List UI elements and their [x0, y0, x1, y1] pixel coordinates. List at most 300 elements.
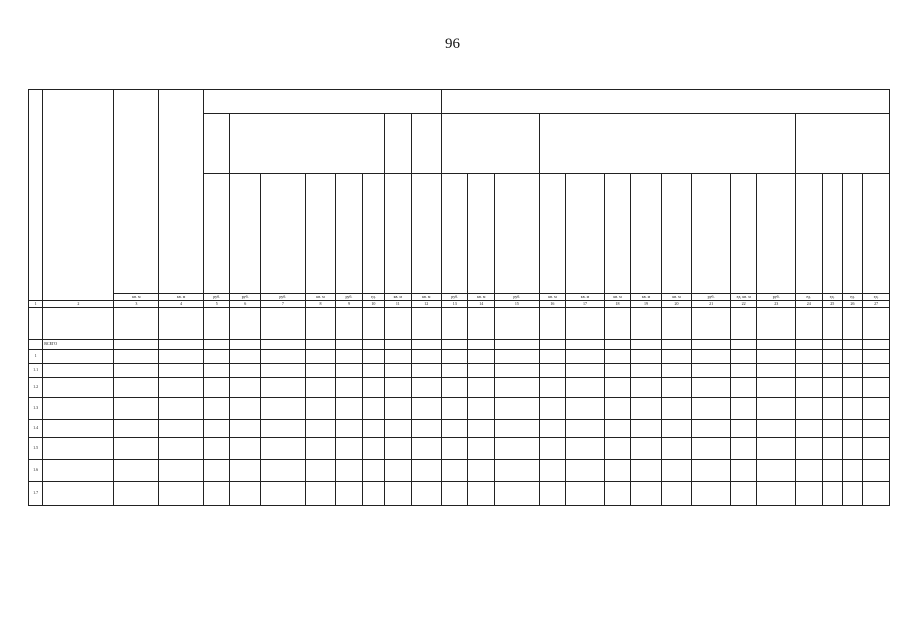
unit-cell: руб.: [494, 294, 539, 301]
table-cell: [468, 350, 494, 364]
column-number: 23: [757, 301, 796, 308]
table-cell: [863, 420, 890, 438]
table-cell: [494, 420, 539, 438]
unit-cell: кв. м: [631, 294, 662, 301]
table-cell: [411, 378, 442, 398]
table-cell: [468, 482, 494, 506]
table-cell: [796, 350, 822, 364]
column-number: 16: [539, 301, 565, 308]
table-cell: [604, 378, 630, 398]
column-label: [336, 174, 362, 294]
column-number: 13: [442, 301, 468, 308]
column-number: 10: [362, 301, 384, 308]
table-cell: [730, 482, 756, 506]
table-cell: [114, 482, 159, 506]
table-cell: [468, 398, 494, 420]
table-cell: [159, 438, 204, 460]
table-cell: [203, 398, 229, 420]
table-row: [29, 398, 890, 420]
table-cell: [661, 438, 692, 460]
table-cell: [757, 398, 796, 420]
unit-cell: кв. м: [661, 294, 692, 301]
row-number: 1.7: [29, 482, 43, 506]
table-cell: [757, 420, 796, 438]
table-cell: [631, 420, 662, 438]
table-cell: [468, 438, 494, 460]
table-cell: [692, 350, 731, 364]
table-cell: [442, 420, 468, 438]
column-label: [757, 174, 796, 294]
table-cell: [539, 482, 565, 506]
table-cell: [757, 460, 796, 482]
table-cell: [114, 378, 159, 398]
row-name: [43, 364, 114, 378]
table-cell: [114, 364, 159, 378]
table-cell: [442, 438, 468, 460]
table-cell: [230, 378, 261, 398]
header-cell: [385, 114, 411, 174]
table-cell: [730, 364, 756, 378]
table-cell: [385, 378, 411, 398]
table-cell: [411, 438, 442, 460]
table-cell: [159, 420, 204, 438]
table-cell: [822, 438, 842, 460]
table-cell: [604, 308, 630, 340]
header-cell: [442, 114, 540, 174]
column-label: [442, 174, 468, 294]
column-label: [566, 174, 605, 294]
column-number: 14: [468, 301, 494, 308]
table-cell: [566, 378, 605, 398]
column-number: 17: [566, 301, 605, 308]
table-cell: [822, 398, 842, 420]
unit-cell: руб.: [442, 294, 468, 301]
table-cell: [757, 482, 796, 506]
table-cell: [842, 482, 862, 506]
header-cell: [43, 90, 114, 301]
table-row: [29, 364, 890, 378]
column-label: [230, 174, 261, 294]
table-cell: [336, 308, 362, 340]
table-cell: [336, 350, 362, 364]
table-cell: [539, 378, 565, 398]
row-name: [43, 378, 114, 398]
table-cell: [114, 460, 159, 482]
table-cell: [305, 460, 336, 482]
table-cell: [757, 350, 796, 364]
table-cell: [385, 438, 411, 460]
table-cell: [566, 350, 605, 364]
table-cell: [604, 364, 630, 378]
row-name: [43, 482, 114, 506]
unit-cell: кв. м: [604, 294, 630, 301]
table-cell: [362, 420, 384, 438]
data-table: [28, 89, 890, 506]
table-cell: [305, 364, 336, 378]
table-cell: [305, 340, 336, 350]
table-cell: [863, 482, 890, 506]
column-label: [203, 174, 229, 294]
table-cell: [730, 350, 756, 364]
row-number: 1.2: [29, 378, 43, 398]
column-label: [362, 174, 384, 294]
page-number: 96: [445, 36, 460, 52]
table-cell: [203, 420, 229, 438]
table-cell: [730, 460, 756, 482]
table-cell: [692, 378, 731, 398]
table-cell: [604, 350, 630, 364]
table-cell: [494, 482, 539, 506]
table-cell: [842, 364, 862, 378]
table-row: [29, 350, 890, 364]
table-cell: [411, 364, 442, 378]
table-cell: [539, 398, 565, 420]
table-cell: [730, 420, 756, 438]
table-cell: [604, 420, 630, 438]
table-cell: [442, 308, 468, 340]
table-cell: [796, 340, 822, 350]
table-cell: [631, 340, 662, 350]
table-cell: [730, 308, 756, 340]
column-label: [385, 174, 411, 294]
table-cell: [411, 460, 442, 482]
column-label: [796, 174, 822, 294]
unit-cell: руб.: [692, 294, 731, 301]
table-cell: [661, 460, 692, 482]
table-row: [29, 482, 890, 506]
column-number: 26: [842, 301, 862, 308]
header-cell: [796, 114, 890, 174]
table-cell: [796, 308, 822, 340]
table-cell: [203, 438, 229, 460]
table-cell: [842, 398, 862, 420]
unit-cell: кв. м: [468, 294, 494, 301]
table-cell: [336, 460, 362, 482]
unit-cell: руб.: [203, 294, 229, 301]
table-cell: [260, 364, 305, 378]
table-cell: [796, 482, 822, 506]
column-label: [468, 174, 494, 294]
table-cell: [730, 340, 756, 350]
unit-cell: ед.: [842, 294, 862, 301]
table-cell: [631, 438, 662, 460]
table-cell: [863, 460, 890, 482]
table-cell: [203, 378, 229, 398]
column-label: [411, 174, 442, 294]
table-cell: [757, 378, 796, 398]
table-cell: [863, 340, 890, 350]
table-cell: [494, 364, 539, 378]
header-cell: [114, 90, 159, 294]
table-cell: [842, 350, 862, 364]
table-row: [29, 378, 890, 398]
table-cell: [305, 398, 336, 420]
row-name: [43, 350, 114, 364]
table-cell: [692, 340, 731, 350]
row-name: [43, 460, 114, 482]
table-cell: [566, 438, 605, 460]
column-number: 15: [494, 301, 539, 308]
column-number: 21: [692, 301, 731, 308]
table-cell: [631, 308, 662, 340]
unit-cell: кв. м: [539, 294, 565, 301]
table-cell: [863, 350, 890, 364]
table-cell: [336, 438, 362, 460]
table-cell: [362, 340, 384, 350]
table-cell: [385, 364, 411, 378]
table-cell: [385, 420, 411, 438]
table-row: [29, 460, 890, 482]
table-cell: [260, 398, 305, 420]
table-cell: [631, 460, 662, 482]
table-cell: [230, 364, 261, 378]
column-number: 11: [385, 301, 411, 308]
table-cell: [539, 340, 565, 350]
table-cell: [114, 350, 159, 364]
table-cell: [692, 438, 731, 460]
column-label: [822, 174, 842, 294]
table-cell: [661, 398, 692, 420]
table-cell: [385, 482, 411, 506]
table-cell: [494, 378, 539, 398]
table-cell: [692, 308, 731, 340]
table-cell: [336, 398, 362, 420]
table-cell: [692, 364, 731, 378]
table-cell: [494, 438, 539, 460]
table-cell: [159, 350, 204, 364]
table-cell: [230, 460, 261, 482]
column-number: 9: [336, 301, 362, 308]
table-cell: [362, 378, 384, 398]
column-number: 2: [43, 301, 114, 308]
table-cell: [842, 438, 862, 460]
row-number: 1.6: [29, 460, 43, 482]
table-cell: [305, 350, 336, 364]
table-cell: [362, 398, 384, 420]
table-cell: [305, 378, 336, 398]
table-cell: [159, 308, 204, 340]
table-cell: [442, 482, 468, 506]
row-number: [29, 308, 43, 340]
table-cell: [114, 398, 159, 420]
table-cell: [631, 378, 662, 398]
row-number: 1.5: [29, 438, 43, 460]
unit-cell: кв. м: [566, 294, 605, 301]
unit-cell: руб.: [757, 294, 796, 301]
table-cell: [468, 340, 494, 350]
table-cell: [822, 308, 842, 340]
table-cell: [114, 340, 159, 350]
table-cell: [566, 364, 605, 378]
column-number: 7: [260, 301, 305, 308]
table-cell: [757, 308, 796, 340]
table-cell: [730, 438, 756, 460]
column-label: [305, 174, 336, 294]
table-cell: [468, 460, 494, 482]
row-number: 1.4: [29, 420, 43, 438]
column-number: 18: [604, 301, 630, 308]
table-cell: [203, 364, 229, 378]
row-number: 1.3: [29, 398, 43, 420]
table-cell: [362, 350, 384, 364]
table-cell: [411, 482, 442, 506]
table-cell: [336, 482, 362, 506]
table-cell: [442, 350, 468, 364]
table-cell: [260, 420, 305, 438]
table-cell: [863, 308, 890, 340]
column-number: 19: [631, 301, 662, 308]
unit-cell: кв. м: [114, 294, 159, 301]
table-cell: [842, 378, 862, 398]
table-cell: [442, 460, 468, 482]
table-cell: [203, 340, 229, 350]
table-cell: [661, 420, 692, 438]
table-cell: [863, 438, 890, 460]
table-cell: [494, 350, 539, 364]
table-cell: [822, 350, 842, 364]
table-cell: [796, 398, 822, 420]
row-name: [43, 398, 114, 420]
table-cell: [822, 378, 842, 398]
table-cell: [822, 340, 842, 350]
table-cell: [863, 364, 890, 378]
unit-cell: кв. м: [385, 294, 411, 301]
table-cell: [566, 398, 605, 420]
table-cell: [159, 340, 204, 350]
table-cell: [230, 340, 261, 350]
table-cell: [566, 340, 605, 350]
table-cell: [822, 420, 842, 438]
table-cell: [692, 420, 731, 438]
row-number: [29, 340, 43, 350]
table-cell: [114, 438, 159, 460]
table-cell: [494, 340, 539, 350]
table-cell: [385, 350, 411, 364]
row-name: [43, 420, 114, 438]
table-cell: [230, 308, 261, 340]
column-number: 3: [114, 301, 159, 308]
table-cell: [114, 420, 159, 438]
table-cell: [260, 308, 305, 340]
table-cell: [260, 378, 305, 398]
table-cell: [411, 340, 442, 350]
column-number: 8: [305, 301, 336, 308]
column-number: 6: [230, 301, 261, 308]
table-cell: [692, 398, 731, 420]
table-cell: [385, 460, 411, 482]
table-cell: [842, 308, 862, 340]
header-cell: [29, 90, 43, 301]
table-cell: [468, 364, 494, 378]
row-name: [43, 308, 114, 340]
table-cell: [566, 308, 605, 340]
table-cell: [362, 364, 384, 378]
table-row: [29, 420, 890, 438]
table-cell: [260, 340, 305, 350]
table-cell: [230, 438, 261, 460]
table-cell: [796, 364, 822, 378]
table-cell: [842, 420, 862, 438]
table-cell: [442, 340, 468, 350]
unit-cell: кв. м: [411, 294, 442, 301]
table-body: [29, 308, 890, 506]
column-label: [863, 174, 890, 294]
table-cell: [411, 308, 442, 340]
table-cell: [757, 438, 796, 460]
header-group: [203, 90, 441, 114]
unit-cell: ед. кв. м: [730, 294, 756, 301]
table-cell: [661, 378, 692, 398]
unit-cell: руб.: [230, 294, 261, 301]
table-cell: [842, 460, 862, 482]
table-cell: [842, 340, 862, 350]
unit-cell: ед.: [362, 294, 384, 301]
table-cell: [385, 340, 411, 350]
table-cell: [757, 340, 796, 350]
table-cell: [362, 482, 384, 506]
table-cell: [631, 482, 662, 506]
column-number: 22: [730, 301, 756, 308]
table-cell: [442, 378, 468, 398]
table-cell: [159, 482, 204, 506]
table-cell: [822, 460, 842, 482]
table-cell: [230, 398, 261, 420]
table-cell: [863, 378, 890, 398]
table-cell: [336, 420, 362, 438]
table-cell: [159, 460, 204, 482]
unit-cell: ед.: [796, 294, 822, 301]
table-cell: [385, 308, 411, 340]
header-group: [442, 90, 890, 114]
unit-cell: ед.: [822, 294, 842, 301]
table-row: [29, 438, 890, 460]
unit-cell: кв. м: [159, 294, 204, 301]
column-label: [604, 174, 630, 294]
column-number: 20: [661, 301, 692, 308]
table-cell: [604, 398, 630, 420]
table-cell: [362, 438, 384, 460]
column-label: [494, 174, 539, 294]
column-label: [539, 174, 565, 294]
column-label: [842, 174, 862, 294]
table-cell: [203, 460, 229, 482]
column-number: 25: [822, 301, 842, 308]
unit-cell: руб.: [260, 294, 305, 301]
table-cell: [336, 364, 362, 378]
table-cell: [539, 460, 565, 482]
unit-cell: руб.: [336, 294, 362, 301]
table-cell: [494, 308, 539, 340]
table-cell: [336, 378, 362, 398]
table-cell: [604, 482, 630, 506]
table-cell: [230, 420, 261, 438]
table-cell: [631, 350, 662, 364]
table-cell: [468, 420, 494, 438]
table-cell: [539, 350, 565, 364]
table-cell: [411, 350, 442, 364]
table-cell: [631, 364, 662, 378]
table-cell: [362, 308, 384, 340]
table-cell: [661, 308, 692, 340]
table-cell: [539, 438, 565, 460]
table-cell: [822, 364, 842, 378]
table-cell: [260, 460, 305, 482]
table-cell: [822, 482, 842, 506]
table-cell: [385, 398, 411, 420]
row-number: 1.1: [29, 364, 43, 378]
table-cell: [411, 420, 442, 438]
table-cell: [260, 438, 305, 460]
